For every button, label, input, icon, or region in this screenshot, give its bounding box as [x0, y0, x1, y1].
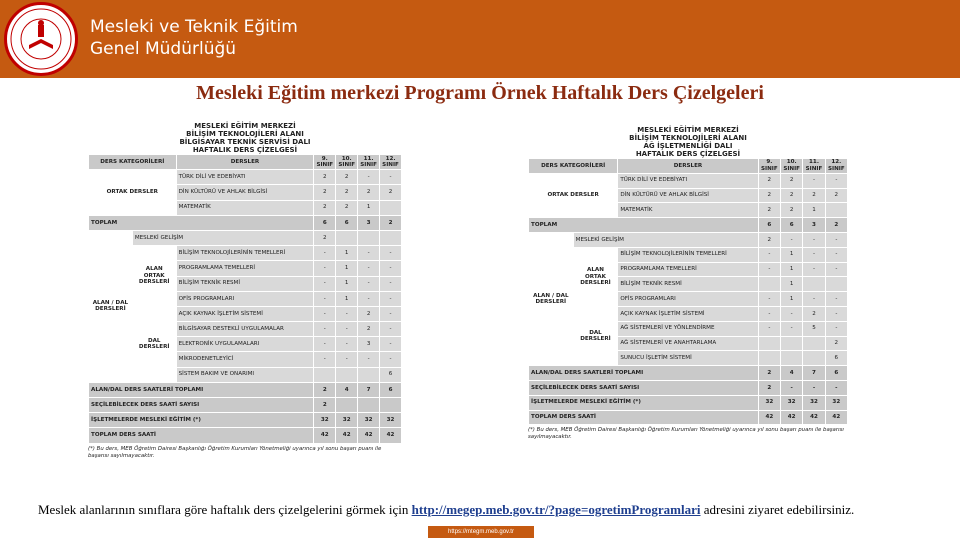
- hours-cell: -: [380, 170, 402, 185]
- col-header: 12. SINIF: [380, 155, 402, 170]
- col-header: 10. SINIF: [336, 155, 358, 170]
- total-row: [89, 215, 402, 230]
- course-name: TÜRK DİLİ VE EDEBİYATI: [618, 173, 758, 188]
- hours-cell: 2: [314, 185, 336, 200]
- col-header: 10. SINIF: [781, 159, 803, 174]
- left-schedule-table: [88, 122, 402, 460]
- hours-cell: -: [758, 247, 780, 262]
- col-header: DERSLER: [176, 155, 314, 170]
- hours-cell: 2: [336, 170, 358, 185]
- hours-cell: 6: [314, 215, 336, 230]
- hours-cell: -: [314, 261, 336, 276]
- hours-cell: -: [803, 292, 825, 307]
- hours-cell: -: [380, 291, 402, 306]
- hours-cell: 6: [825, 351, 847, 366]
- course-name: PROGRAMLAMA TEMELLERİ: [618, 262, 758, 277]
- hours-cell: 6: [758, 218, 780, 233]
- hours-cell: 6: [781, 218, 803, 233]
- hours-cell: 42: [825, 410, 847, 425]
- hours-cell: -: [358, 261, 380, 276]
- hours-cell: -: [825, 247, 847, 262]
- hours-cell: -: [825, 380, 847, 395]
- hours-cell: 6: [336, 215, 358, 230]
- summary-row: [529, 366, 848, 381]
- hours-cell: 32: [803, 395, 825, 410]
- hours-cell: 42: [380, 428, 402, 443]
- col-header: 11. SINIF: [803, 159, 825, 174]
- summary-label: İŞLETMELERDE MESLEKİ EĞİTİM (*): [529, 395, 759, 410]
- hours-cell: 2: [758, 366, 780, 381]
- hours-cell: 2: [803, 188, 825, 203]
- hours-cell: [358, 398, 380, 413]
- ministry-logo: [4, 2, 78, 76]
- col-header: 11. SINIF: [358, 155, 380, 170]
- hours-cell: 2: [358, 306, 380, 321]
- hours-cell: 1: [803, 203, 825, 218]
- hours-cell: 1: [336, 261, 358, 276]
- hours-cell: 2: [781, 173, 803, 188]
- hours-cell: -: [336, 306, 358, 321]
- hours-cell: -: [380, 246, 402, 261]
- hours-cell: -: [314, 291, 336, 306]
- hours-cell: 1: [358, 200, 380, 215]
- hours-cell: [336, 230, 358, 245]
- right-schedule-table: [528, 126, 848, 441]
- col-header: DERS KATEGORİLERİ: [529, 159, 618, 174]
- hours-cell: [803, 351, 825, 366]
- hours-cell: -: [825, 321, 847, 336]
- hours-cell: -: [825, 306, 847, 321]
- hours-cell: [781, 351, 803, 366]
- hours-cell: -: [781, 232, 803, 247]
- hours-cell: 32: [336, 413, 358, 428]
- course-name: SİSTEM BAKIM VE ONARIMI: [176, 367, 314, 382]
- course-name: BİLGİSAYAR DESTEKLİ UYGULAMALAR: [176, 322, 314, 337]
- hours-cell: 32: [758, 395, 780, 410]
- hours-cell: -: [314, 306, 336, 321]
- hours-cell: 2: [758, 203, 780, 218]
- header-bar: [0, 0, 960, 78]
- table-title-line: AĞ İŞLETMENLİĞİ DALI: [643, 142, 733, 150]
- table-title-line: HAFTALIK DERS ÇİZELGESİ: [192, 146, 298, 154]
- org-line1: Mesleki ve Teknik Eğitim: [90, 17, 298, 37]
- course-name: AÇIK KAYNAK İŞLETİM SİSTEMİ: [618, 306, 758, 321]
- hours-cell: [825, 203, 847, 218]
- hours-cell: [336, 398, 358, 413]
- col-header: 9. SINIF: [314, 155, 336, 170]
- url-badge: https://mtegm.meb.gov.tr: [428, 526, 534, 538]
- hours-cell: -: [380, 276, 402, 291]
- total-label: TOPLAM: [89, 215, 314, 230]
- hours-cell: 7: [803, 366, 825, 381]
- course-name: BİLİŞİM TEKNİK RESMİ: [176, 276, 314, 291]
- hours-cell: 1: [781, 292, 803, 307]
- summary-row: [529, 410, 848, 425]
- hours-cell: 32: [380, 413, 402, 428]
- course-name: SUNUCU İŞLETİM SİSTEMİ: [618, 351, 758, 366]
- subcategory-cell: DAL DERSLERİ: [573, 306, 618, 365]
- table-title-line: BİLGİSAYAR TEKNİK SERVİSİ DALI: [179, 138, 311, 146]
- summary-row: [89, 398, 402, 413]
- hours-cell: 2: [314, 382, 336, 397]
- table-title-line: BİLİŞİM TEKNOLOJİLERİ ALANI: [186, 130, 304, 138]
- table-row: [89, 246, 402, 261]
- hours-cell: -: [358, 170, 380, 185]
- table-row: [89, 306, 402, 321]
- bottom-note: [38, 502, 888, 517]
- hours-cell: 42: [314, 428, 336, 443]
- summary-row: [529, 380, 848, 395]
- summary-label: SEÇİLEBİLECEK DERS SAATİ SAYISI: [529, 380, 759, 395]
- summary-label: ALAN/DAL DERS SAATLERİ TOPLAMI: [89, 382, 314, 397]
- summary-label: İŞLETMELERDE MESLEKİ EĞİTİM (*): [89, 413, 314, 428]
- category-cell: ORTAK DERSLER: [529, 173, 618, 217]
- hours-cell: 2: [314, 230, 336, 245]
- summary-label: ALAN/DAL DERS SAATLERİ TOPLAMI: [529, 366, 759, 381]
- hours-cell: 42: [758, 410, 780, 425]
- hours-cell: 1: [336, 291, 358, 306]
- hours-cell: 1: [781, 247, 803, 262]
- hours-cell: -: [380, 337, 402, 352]
- summary-label: SEÇİLEBİLECEK DERS SAATİ SAYISI: [89, 398, 314, 413]
- total-row: [529, 218, 848, 233]
- col-header: 12. SINIF: [825, 159, 847, 174]
- hours-cell: [336, 367, 358, 382]
- hours-cell: 2: [336, 200, 358, 215]
- hours-cell: -: [336, 352, 358, 367]
- hours-cell: -: [758, 262, 780, 277]
- hours-cell: -: [825, 262, 847, 277]
- hours-cell: -: [358, 352, 380, 367]
- hours-cell: [358, 230, 380, 245]
- table-row: [529, 173, 848, 188]
- hours-cell: 42: [803, 410, 825, 425]
- hours-cell: 3: [803, 218, 825, 233]
- hours-cell: -: [314, 246, 336, 261]
- hours-cell: -: [314, 352, 336, 367]
- hours-cell: -: [380, 306, 402, 321]
- col-header: DERSLER: [618, 159, 758, 174]
- org-line2: Genel Müdürlüğü: [90, 39, 237, 59]
- course-name: AĞ SİSTEMLERİ VE YÖNLENDİRME: [618, 321, 758, 336]
- hours-cell: [825, 277, 847, 292]
- course-name: BİLİŞİM TEKNOLOJİLERİNİN TEMELLERİ: [618, 247, 758, 262]
- page-title: Mesleki Eğitim merkezi Programı Örnek Haftalık Ders Çizelgeleri: [196, 82, 764, 104]
- hours-cell: 3: [358, 215, 380, 230]
- hours-cell: 2: [825, 188, 847, 203]
- course-name: DİN KÜLTÜRÜ VE AHLAK BİLGİSİ: [618, 188, 758, 203]
- table-row: [529, 232, 848, 247]
- hours-cell: 2: [825, 218, 847, 233]
- subcategory-cell: ALAN ORTAK DERSLERİ: [132, 246, 176, 307]
- hours-cell: 32: [314, 413, 336, 428]
- table-row: [529, 247, 848, 262]
- hours-cell: [358, 367, 380, 382]
- summary-label: TOPLAM DERS SAATİ: [89, 428, 314, 443]
- hours-cell: 2: [380, 215, 402, 230]
- hours-cell: 4: [781, 366, 803, 381]
- category-cell: ALAN / DAL DERSLERİ: [529, 232, 574, 365]
- hours-cell: -: [803, 247, 825, 262]
- total-label: TOPLAM: [529, 218, 759, 233]
- header-row: [529, 159, 848, 174]
- hours-cell: 2: [825, 336, 847, 351]
- course-name: PROGRAMLAMA TEMELLERİ: [176, 261, 314, 276]
- hours-cell: 42: [358, 428, 380, 443]
- course-name: BİLİŞİM TEKNOLOJİLERİNİN TEMELLERİ: [176, 246, 314, 261]
- table-title-line: BİLİŞİM TEKNOLOJİLERİ ALANI: [629, 134, 747, 142]
- course-name: OFİS PROGRAMLARI: [176, 291, 314, 306]
- hours-cell: -: [358, 246, 380, 261]
- hours-cell: [803, 277, 825, 292]
- hours-cell: 2: [803, 306, 825, 321]
- hours-cell: 2: [758, 188, 780, 203]
- hours-cell: 1: [781, 262, 803, 277]
- hours-cell: 1: [336, 246, 358, 261]
- hours-cell: -: [803, 380, 825, 395]
- megep-link[interactable]: http://megep.meb.gov.tr/?page=ogretimProgramlari: [411, 502, 701, 517]
- hours-cell: -: [758, 321, 780, 336]
- hours-cell: 1: [781, 277, 803, 292]
- hours-cell: -: [803, 262, 825, 277]
- header-row: [89, 155, 402, 170]
- hours-cell: 42: [781, 410, 803, 425]
- hours-cell: [380, 200, 402, 215]
- hours-cell: 4: [336, 382, 358, 397]
- hours-cell: [380, 230, 402, 245]
- course-name: MESLEKİ GELİŞİM: [573, 232, 758, 247]
- hours-cell: 2: [758, 232, 780, 247]
- hours-cell: [380, 398, 402, 413]
- table-footnote: (*) Bu ders, MEB Öğretim Dairesi Başkanlığı Öğretim Kurumları Yönetmeliği uyarınca yıl sonu başarı puanı ile başarısı sayılmayacaktır.: [528, 427, 844, 441]
- table-footnote: (*) Bu ders, MEB Öğretim Dairesi Başkanlığı Öğretim Kurumları Yönetmeliği uyarınca yıl sonu başarı puanı ile başarısı sayılmayacaktır.: [88, 445, 382, 459]
- course-name: MİKRODENETLEYİCİ: [176, 352, 314, 367]
- hours-cell: -: [358, 291, 380, 306]
- col-header: 9. SINIF: [758, 159, 780, 174]
- hours-cell: 7: [358, 382, 380, 397]
- hours-cell: -: [380, 261, 402, 276]
- course-name: DİN KÜLTÜRÜ VE AHLAK BİLGİSİ: [176, 185, 314, 200]
- summary-row: [529, 395, 848, 410]
- hours-cell: 2: [314, 200, 336, 215]
- summary-row: [89, 413, 402, 428]
- hours-cell: -: [758, 306, 780, 321]
- schedule-table: [528, 158, 848, 425]
- summary-row: [89, 382, 402, 397]
- hours-cell: 32: [825, 395, 847, 410]
- bottom-text-after: adresini ziyaret edebilirsiniz.: [700, 502, 855, 517]
- hours-cell: -: [336, 337, 358, 352]
- subcategory-cell: ALAN ORTAK DERSLERİ: [573, 247, 618, 306]
- course-name: MATEMATİK: [618, 203, 758, 218]
- hours-cell: [758, 351, 780, 366]
- course-name: MATEMATİK: [176, 200, 314, 215]
- table-row: [89, 230, 402, 245]
- hours-cell: 2: [358, 322, 380, 337]
- table-title-line: MESLEKİ EĞİTİM MERKEZİ: [637, 126, 739, 134]
- course-name: ELEKTRONİK UYGULAMALARI: [176, 337, 314, 352]
- hours-cell: 2: [781, 188, 803, 203]
- bottom-text-before: Meslek alanlarının sınıflara göre haftalık ders çizelgelerini görmek için: [38, 502, 412, 517]
- hours-cell: 2: [781, 203, 803, 218]
- hours-cell: 2: [336, 185, 358, 200]
- course-name: BİLİŞİM TEKNİK RESMİ: [618, 277, 758, 292]
- hours-cell: [758, 277, 780, 292]
- hours-cell: 32: [358, 413, 380, 428]
- hours-cell: 6: [380, 367, 402, 382]
- col-header: DERS KATEGORİLERİ: [89, 155, 177, 170]
- course-name: AĞ SİSTEMLERİ VE ANAHTARLAMA: [618, 336, 758, 351]
- org-name: [90, 16, 298, 60]
- hours-cell: 2: [758, 380, 780, 395]
- table-title: [528, 126, 848, 158]
- hours-cell: 2: [314, 170, 336, 185]
- hours-cell: -: [781, 321, 803, 336]
- table-row: [89, 170, 402, 185]
- subcategory-cell: DAL DERSLERİ: [132, 306, 176, 382]
- summary-row: [89, 428, 402, 443]
- hours-cell: 6: [380, 382, 402, 397]
- course-name: TÜRK DİLİ VE EDEBİYATI: [176, 170, 314, 185]
- hours-cell: 2: [314, 398, 336, 413]
- category-cell: ORTAK DERSLER: [89, 170, 177, 216]
- hours-cell: [803, 336, 825, 351]
- hours-cell: -: [314, 276, 336, 291]
- table-title-line: HAFTALIK DERS ÇİZELGESİ: [635, 150, 741, 158]
- hours-cell: 5: [803, 321, 825, 336]
- hours-cell: -: [825, 292, 847, 307]
- course-name: AÇIK KAYNAK İŞLETİM SİSTEMİ: [176, 306, 314, 321]
- hours-cell: -: [803, 232, 825, 247]
- schedule-table: [88, 154, 402, 444]
- hours-cell: -: [380, 352, 402, 367]
- hours-cell: -: [336, 322, 358, 337]
- hours-cell: 2: [358, 185, 380, 200]
- hours-cell: [781, 336, 803, 351]
- hours-cell: 32: [781, 395, 803, 410]
- table-title-line: MESLEKİ EĞİTİM MERKEZİ: [194, 122, 296, 130]
- hours-cell: -: [825, 232, 847, 247]
- hours-cell: -: [803, 173, 825, 188]
- hours-cell: [314, 367, 336, 382]
- hours-cell: 2: [380, 185, 402, 200]
- summary-label: TOPLAM DERS SAATİ: [529, 410, 759, 425]
- hours-cell: -: [781, 380, 803, 395]
- hours-cell: -: [358, 276, 380, 291]
- category-cell: ALAN / DAL DERSLERİ: [89, 230, 133, 382]
- hours-cell: 1: [336, 276, 358, 291]
- hours-cell: -: [380, 322, 402, 337]
- table-title: [88, 122, 402, 154]
- hours-cell: 3: [358, 337, 380, 352]
- hours-cell: -: [825, 173, 847, 188]
- hours-cell: 6: [825, 366, 847, 381]
- course-name: OFİS PROGRAMLARI: [618, 292, 758, 307]
- hours-cell: 2: [758, 173, 780, 188]
- table-row: [529, 306, 848, 321]
- course-name: MESLEKİ GELİŞİM: [132, 230, 314, 245]
- hours-cell: [758, 336, 780, 351]
- hours-cell: -: [314, 337, 336, 352]
- hours-cell: -: [314, 322, 336, 337]
- hours-cell: -: [758, 292, 780, 307]
- hours-cell: 42: [336, 428, 358, 443]
- hours-cell: -: [781, 306, 803, 321]
